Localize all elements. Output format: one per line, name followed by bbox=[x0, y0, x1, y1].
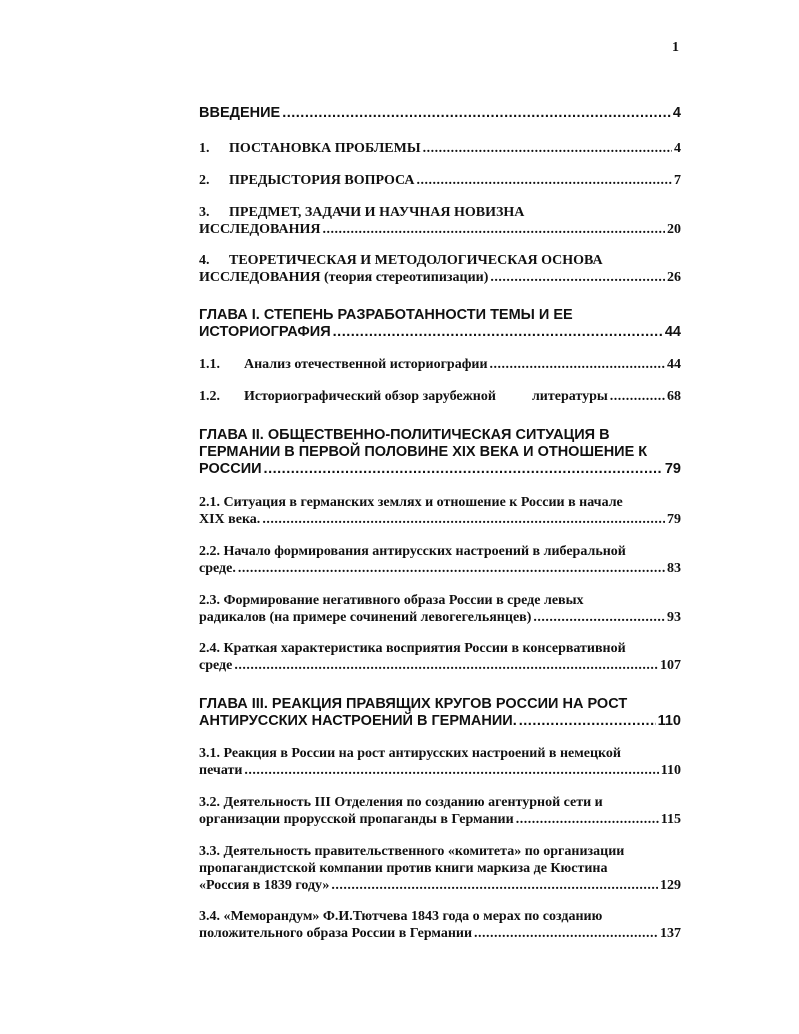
toc-entry-intro[interactable] bbox=[199, 105, 681, 122]
toc-page: 20 bbox=[667, 222, 681, 237]
toc-title-line2: радикалов (на примере сочинений левогегельянцев) bbox=[199, 610, 532, 625]
toc-title-line2: положительного образа России в Германии bbox=[199, 926, 473, 941]
toc-leader bbox=[474, 925, 658, 942]
toc-title-line2: пропагандистской компании против книги маркиза де Кюстина bbox=[199, 861, 608, 876]
toc-page: 4 bbox=[672, 105, 681, 121]
toc-leader bbox=[262, 511, 665, 528]
toc-entry-chapter-2[interactable] bbox=[199, 427, 681, 478]
toc-leader bbox=[331, 877, 658, 894]
toc-title-line1: 2.4. Краткая характеристика восприятия России в консервативной bbox=[199, 641, 626, 656]
toc-page: 4 bbox=[674, 141, 681, 156]
toc-title: Историографический обзор зарубежной bbox=[244, 389, 496, 404]
toc-page: 79 bbox=[667, 512, 681, 527]
toc-entry-3[interactable] bbox=[199, 204, 681, 238]
toc-number: 1.1. bbox=[199, 357, 220, 372]
toc-leader bbox=[238, 560, 665, 577]
toc-title-line2: среде bbox=[199, 658, 233, 673]
toc-entry-3-1[interactable] bbox=[199, 745, 681, 779]
toc-title-line1: ГЛАВА II. ОБЩЕСТВЕННО-ПОЛИТИЧЕСКАЯ СИТУАЦИЯ В bbox=[199, 427, 610, 443]
toc-leader bbox=[610, 388, 665, 405]
toc-entry-3-3[interactable] bbox=[199, 843, 681, 894]
toc-page: 26 bbox=[667, 270, 681, 285]
toc-title-line1: ТЕОРЕТИЧЕСКАЯ И МЕТОДОЛОГИЧЕСКАЯ ОСНОВА bbox=[229, 253, 603, 268]
toc-leader bbox=[423, 140, 672, 157]
toc-page: 110 bbox=[657, 713, 681, 729]
toc-page: 129 bbox=[660, 878, 681, 893]
toc-page: 93 bbox=[667, 610, 681, 625]
toc-title-line3: РОССИИ bbox=[199, 461, 262, 477]
toc-leader bbox=[516, 811, 659, 828]
toc-title-line1: 2.3. Формирование негативного образа России в среде левых bbox=[199, 593, 584, 608]
toc-entry-2-4[interactable] bbox=[199, 640, 681, 674]
toc-page: 107 bbox=[660, 658, 681, 673]
toc-entry-3-4[interactable] bbox=[199, 908, 681, 942]
toc-page: 83 bbox=[667, 561, 681, 576]
toc-page: 115 bbox=[660, 812, 681, 827]
toc-entry-chapter-1[interactable] bbox=[199, 307, 681, 341]
toc-title-line2: печати bbox=[199, 763, 243, 778]
toc-leader bbox=[234, 657, 658, 674]
toc-entry-2-2[interactable] bbox=[199, 543, 681, 577]
toc-number: 1.2. bbox=[199, 389, 220, 404]
toc-title-line1: 3.1. Реакция в России на рост антирусских настроений в немецкой bbox=[199, 746, 621, 761]
toc-leader bbox=[264, 461, 663, 478]
toc-entry-1[interactable] bbox=[199, 140, 681, 157]
toc-title-line1: ПРЕДМЕТ, ЗАДАЧИ И НАУЧНАЯ НОВИЗНА bbox=[229, 205, 525, 220]
toc-title: Анализ отечественной историографии bbox=[244, 357, 488, 372]
toc-page: 68 bbox=[667, 389, 681, 404]
toc-page: 7 bbox=[674, 173, 681, 188]
toc-title-line2: ГЕРМАНИИ В ПЕРВОЙ ПОЛОВИНЕ XIX ВЕКА И ОТНОШЕНИЕ К bbox=[199, 444, 648, 460]
toc-title-line2: организации прорусской пропаганды в Германии bbox=[199, 812, 514, 827]
toc-title-line1: 3.3. Деятельность правительственного «комитета» по организации bbox=[199, 844, 625, 859]
toc-leader bbox=[490, 269, 665, 286]
toc-number: 2. bbox=[199, 173, 210, 188]
toc-title-end: литературы bbox=[531, 389, 608, 404]
toc-entry-1-2[interactable] bbox=[199, 388, 681, 405]
toc-page: 110 bbox=[660, 763, 681, 778]
toc-number: 4. bbox=[199, 253, 210, 268]
toc-title: ПРЕДЫСТОРИЯ ВОПРОСА bbox=[229, 173, 415, 188]
toc-entry-3-2[interactable] bbox=[199, 794, 681, 828]
toc-leader bbox=[417, 172, 672, 189]
toc-title-line2: среде. bbox=[199, 561, 236, 576]
toc-leader bbox=[282, 105, 671, 122]
toc-title-line1: 2.2. Начало формирования антирусских настроений в либеральной bbox=[199, 544, 626, 559]
toc-number: 3. bbox=[199, 205, 210, 220]
toc-entry-1-1[interactable] bbox=[199, 356, 681, 373]
toc-title-line2: ИССЛЕДОВАНИЯ (теория стереотипизации) bbox=[199, 270, 489, 285]
toc-entry-chapter-3[interactable] bbox=[199, 696, 681, 730]
toc-title-line2: ИСТОРИОГРАФИЯ bbox=[199, 324, 331, 340]
toc-page: 79 bbox=[664, 461, 681, 477]
toc-leader bbox=[244, 762, 658, 779]
toc-entry-2[interactable] bbox=[199, 172, 681, 189]
toc-leader bbox=[533, 609, 665, 626]
toc-page: 44 bbox=[667, 357, 681, 372]
toc-entry-2-3[interactable] bbox=[199, 592, 681, 626]
toc-leader bbox=[519, 713, 656, 730]
page-number: 1 bbox=[672, 40, 679, 55]
toc-title-line1: ГЛАВА III. РЕАКЦИЯ ПРАВЯЩИХ КРУГОВ РОССИИ НА РОСТ bbox=[199, 696, 628, 712]
toc-leader bbox=[490, 356, 665, 373]
toc-title-line1: ГЛАВА I. СТЕПЕНЬ РАЗРАБОТАННОСТИ ТЕМЫ И ЕЕ bbox=[199, 307, 573, 323]
toc-title-line2: ИССЛЕДОВАНИЯ bbox=[199, 222, 321, 237]
toc-title-line1: 3.4. «Меморандум» Ф.И.Тютчева 1843 года о мерах по созданию bbox=[199, 909, 603, 924]
toc-page: 137 bbox=[660, 926, 681, 941]
toc-title-line1: 2.1. Ситуация в германских землях и отношение к России в начале bbox=[199, 495, 623, 510]
toc-title: ВВЕДЕНИЕ bbox=[199, 105, 281, 121]
toc-entry-2-1[interactable] bbox=[199, 494, 681, 528]
toc-leader bbox=[323, 221, 665, 238]
toc-title-line1: 3.2. Деятельность III Отделения по созданию агентурной сети и bbox=[199, 795, 603, 810]
toc-title-line2: АНТИРУССКИХ НАСТРОЕНИЙ В ГЕРМАНИИ. bbox=[199, 713, 517, 729]
toc-number: 1. bbox=[199, 141, 210, 156]
toc-title: ПОСТАНОВКА ПРОБЛЕМЫ bbox=[229, 141, 421, 156]
toc-title-line2: XIX века. bbox=[199, 512, 261, 527]
toc-entry-4[interactable] bbox=[199, 252, 681, 286]
toc-page: 44 bbox=[664, 324, 681, 340]
toc-leader bbox=[333, 324, 663, 341]
toc-title-line3: «Россия в 1839 году» bbox=[199, 878, 330, 893]
